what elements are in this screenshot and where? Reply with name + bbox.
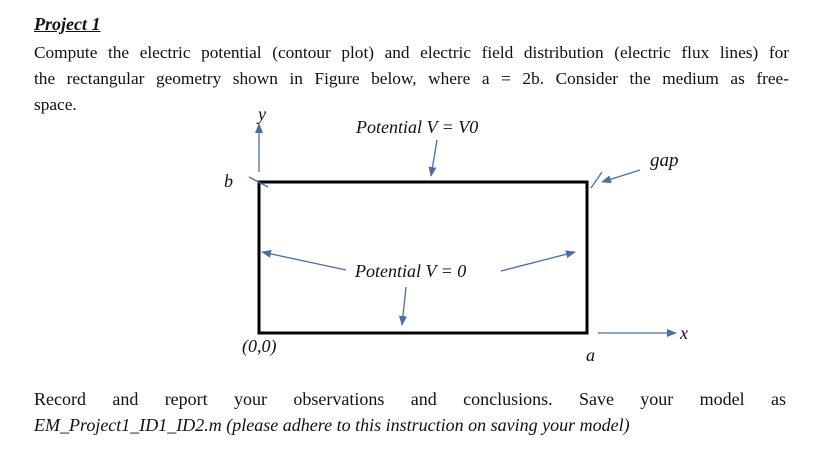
gap-arrow: [602, 170, 640, 182]
right-wall-arrow: [501, 252, 575, 271]
right-gap-mark: [591, 172, 602, 188]
x-axis-label: x: [680, 323, 688, 343]
b-dimension-label: b: [224, 171, 233, 191]
statement-line-2: the rectangular geometry shown in Figure below, where a = 2b. Consider the medium as free-: [34, 69, 789, 88]
top-potential-arrow: [431, 140, 437, 176]
closing-line-1: Record and report your observations and conclusions. Save your model as: [34, 389, 786, 409]
y-axis-label: y: [258, 104, 266, 124]
top-potential-label: Potential V = V0: [356, 117, 479, 137]
closing-line-2: EM_Project1_ID1_ID2.m (please adhere to this instruction on saving your model): [34, 415, 630, 435]
statement-line-1: Compute the electric potential (contour plot) and electric field distribution (electric flux lines) for: [34, 43, 789, 62]
closing-instructions: [34, 386, 786, 438]
center-potential-label: Potential V = 0: [355, 261, 467, 281]
rectangle-boundary: [259, 182, 587, 333]
project-title: Project 1: [34, 14, 101, 34]
bottom-wall-arrow: [402, 287, 406, 325]
left-wall-arrow: [262, 252, 346, 270]
statement-line-3: space.: [34, 95, 77, 114]
gap-label: gap: [650, 150, 679, 171]
a-dimension-label: a: [586, 345, 595, 365]
origin-label: (0,0): [242, 336, 277, 356]
